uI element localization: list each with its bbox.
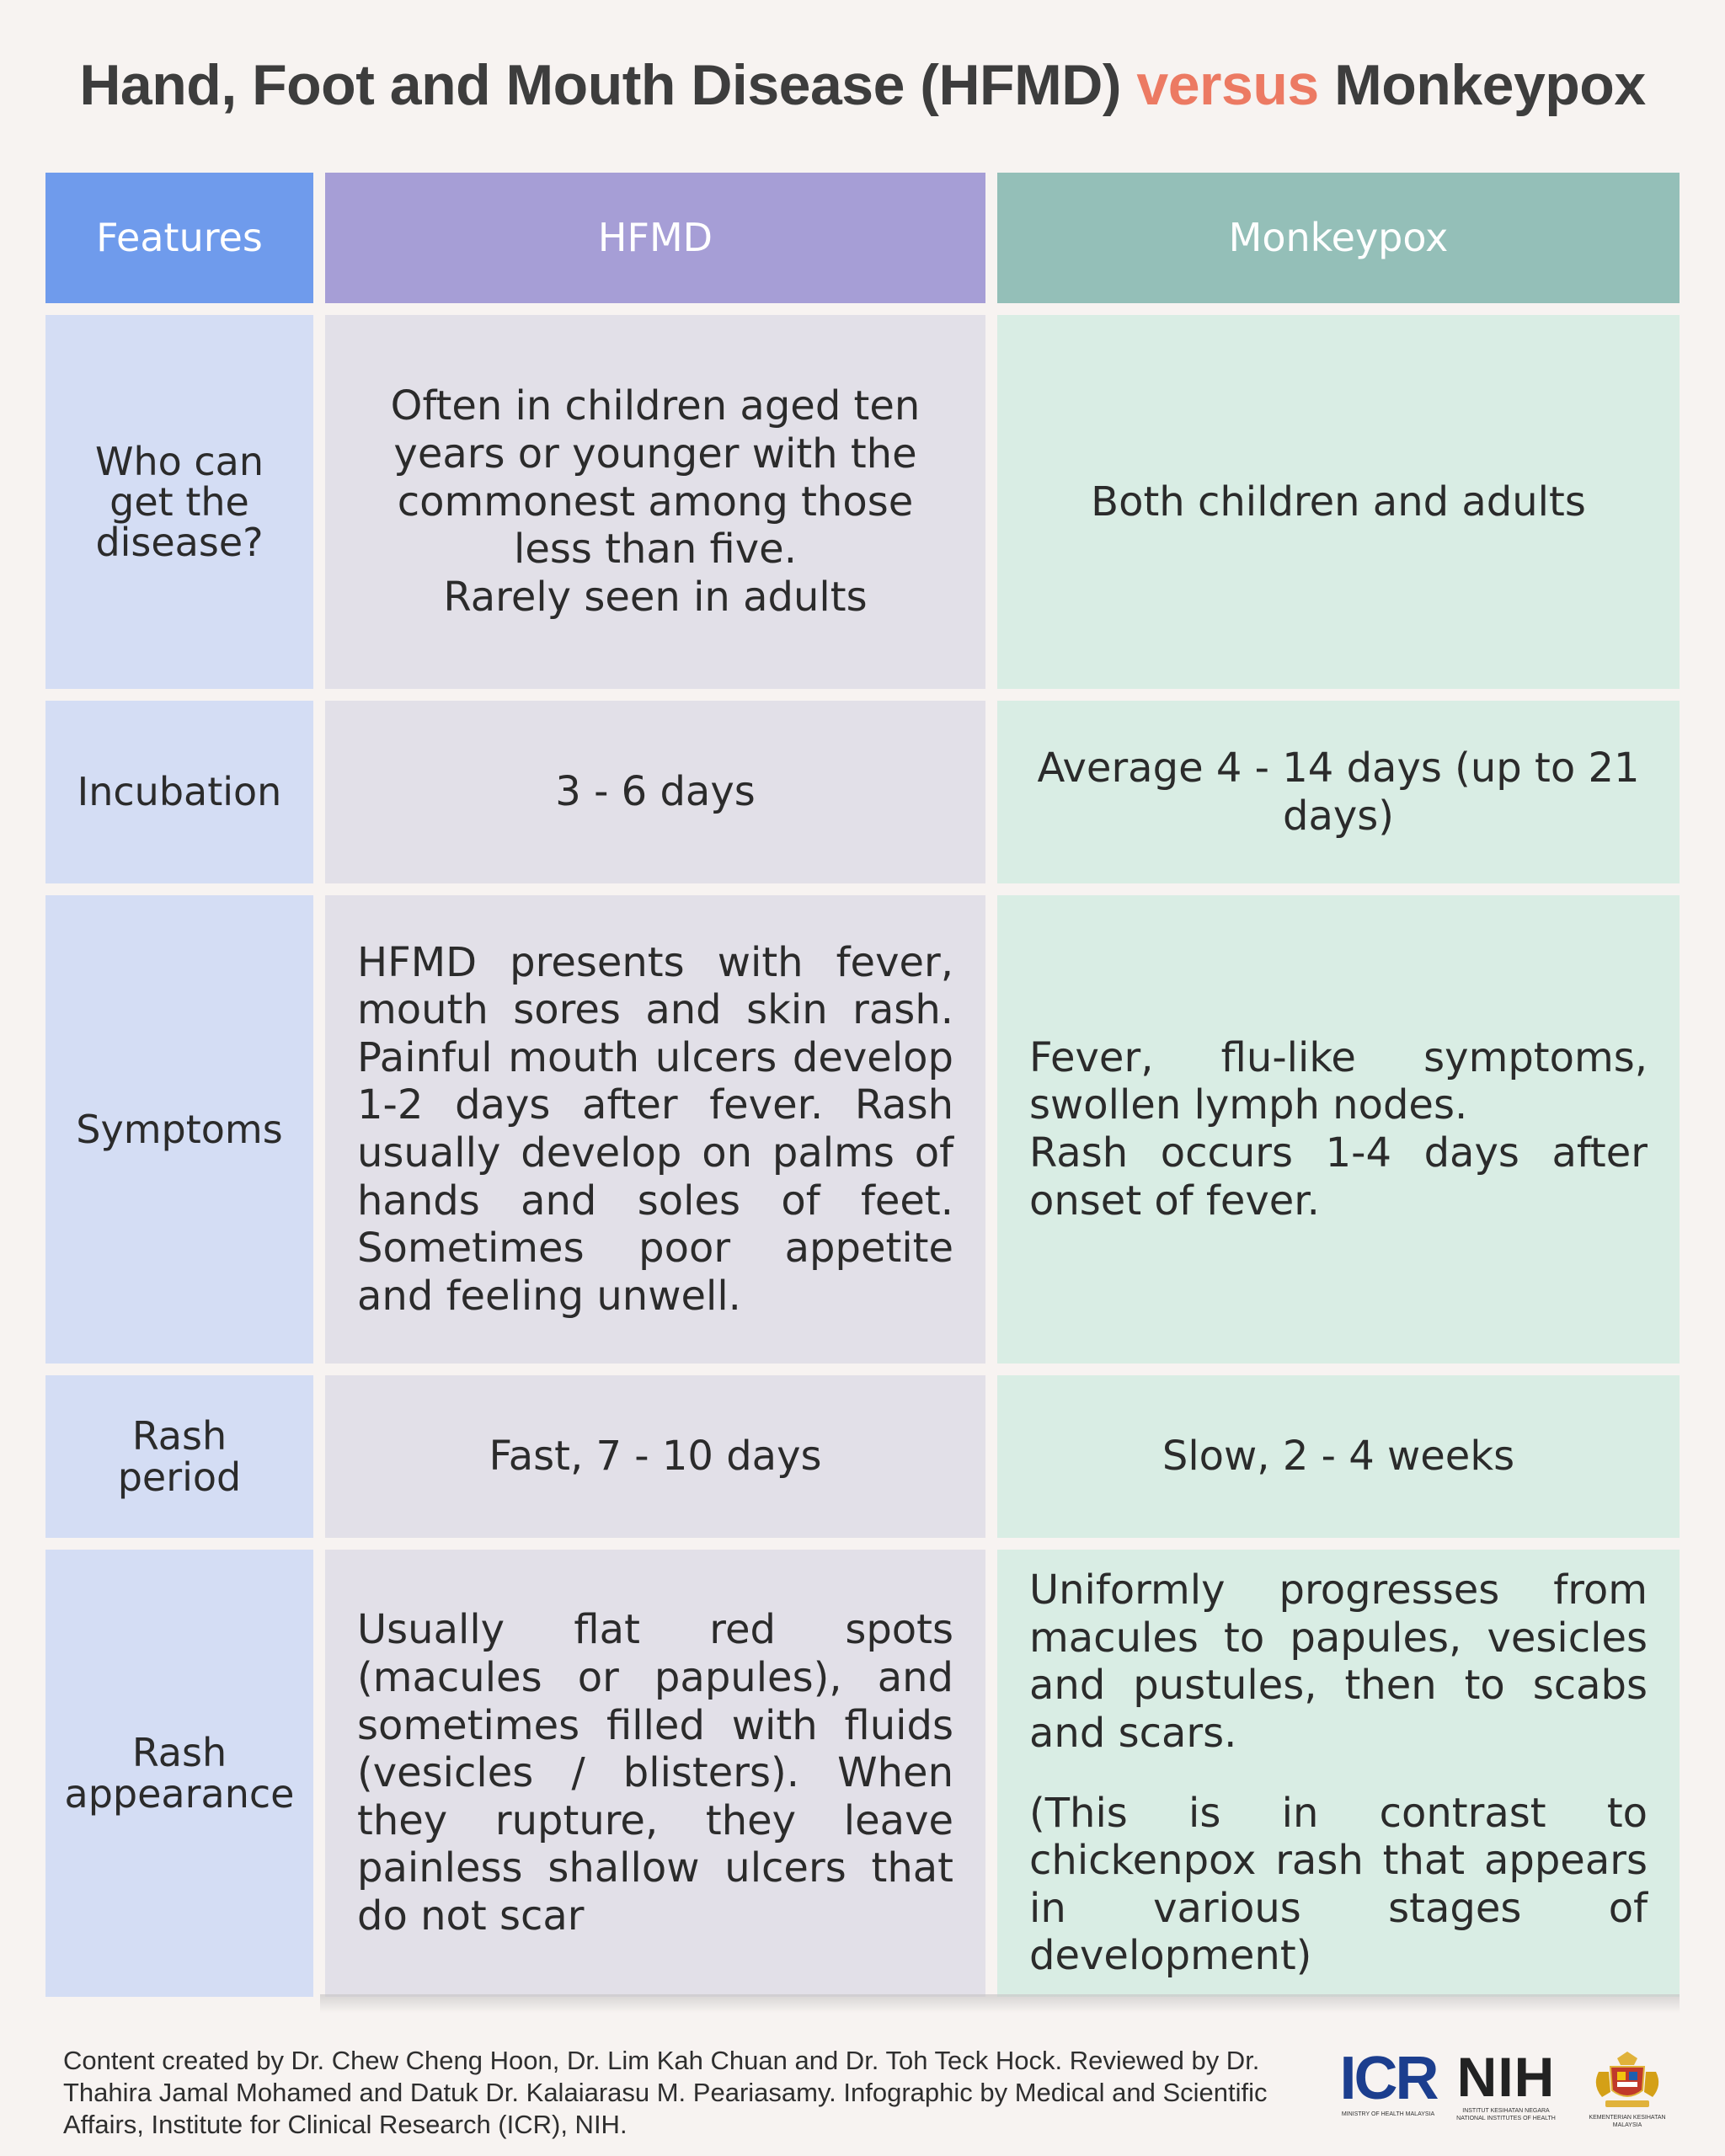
hfmd-text: HFMD presents with fever, mouth sores and skin rash. Painful mouth ulcers develop 1-2 days after fever. Rash usually develop on palms of hands and soles of feet. Sometimes poor appetite and feeling unwell. (357, 938, 953, 1320)
moh-crest-subtext: KEMENTERIAN KESIHATAN MALAYSIA (1589, 2115, 1666, 2128)
header-features: Features (45, 173, 313, 303)
hfmd-cell (325, 1550, 985, 1997)
hfmd-cell (325, 701, 985, 883)
title-part1: Hand, Foot and Mouth Disease (HFMD) (79, 53, 1121, 117)
feature-cell: Rash appearance (45, 1550, 313, 1997)
feature-cell: Rash period (45, 1375, 313, 1538)
monkeypox-text: Uniformly progresses from macules to papules, vesicles and pustules, then to scabs and scars. (1029, 1566, 1648, 1757)
hfmd-text: Usually flat red spots (macules or papules), and sometimes filled with fluids (vesicles / blisters). When they rupture, they leave painless shallow ulcers that do not scar (357, 1606, 953, 1940)
title-accent: versus (1136, 53, 1319, 117)
logo-group (1341, 2047, 1695, 2139)
header-monkeypox: Monkeypox (997, 173, 1680, 303)
hfmd-text: Rarely seen in adults (443, 573, 868, 621)
monkeypox-cell (997, 1550, 1680, 1997)
monkeypox-cell (997, 315, 1680, 689)
footer-credits: Content created by Dr. Chew Cheng Hoon, Dr. Lim Kah Chuan and Dr. Toh Teck Hock. Reviewed by Dr. Thahira Jamal Mohamed and Datuk Dr. Kalaiarasu M. Peariasamy. Infographic by Medical and Scientific Affairs, Institute for Clinical Research (ICR), NIH. (63, 2046, 1268, 2139)
monkeypox-text: Both children and adults (1091, 478, 1586, 526)
monkeypox-text: Fever, flu-like symptoms, swollen lymph nodes. (1029, 1033, 1648, 1129)
hfmd-text: Often in children aged ten years or younger with the commonest among those less than five. (390, 382, 921, 574)
icr-logo (1341, 2047, 1435, 2118)
title-part2: Monkeypox (1334, 53, 1646, 117)
page-title (0, 52, 1725, 118)
monkeypox-cell (997, 701, 1680, 883)
nih-logo (1447, 2047, 1565, 2122)
icr-logo-text: ICR (1339, 2045, 1437, 2112)
monkeypox-text: (This is in contrast to chickenpox rash that appears in various stages of development) (1029, 1789, 1648, 1980)
feature-cell: Who can get the disease? (45, 315, 313, 689)
moh-crest-logo (1577, 2047, 1678, 2129)
hfmd-text: 3 - 6 days (555, 768, 756, 816)
coat-of-arms-icon (1587, 2047, 1668, 2114)
table-shadow (320, 1994, 1680, 2013)
monkeypox-cell (997, 895, 1680, 1364)
feature-cell: Symptoms (45, 895, 313, 1364)
hfmd-text: Fast, 7 - 10 days (489, 1433, 822, 1481)
hfmd-cell (325, 895, 985, 1364)
monkeypox-text: Average 4 - 14 days (up to 21 days) (1037, 744, 1640, 840)
nih-logo-subtext-1: INSTITUT KESIHATAN NEGARA (1462, 2108, 1550, 2114)
nih-logo-text: NIH (1456, 2046, 1556, 2108)
comparison-table (45, 173, 1680, 1999)
feature-cell: Incubation (45, 701, 313, 883)
header-hfmd: HFMD (325, 173, 985, 303)
monkeypox-text: Rash occurs 1-4 days after onset of fever. (1029, 1129, 1648, 1225)
hfmd-cell (325, 1375, 985, 1538)
nih-logo-subtext-2: NATIONAL INSTITUTES OF HEALTH (1456, 2116, 1556, 2121)
hfmd-cell (325, 315, 985, 689)
monkeypox-cell (997, 1375, 1680, 1538)
monkeypox-text: Slow, 2 - 4 weeks (1162, 1433, 1515, 1481)
icr-logo-subtext: MINISTRY OF HEALTH MALAYSIA (1341, 2111, 1435, 2117)
